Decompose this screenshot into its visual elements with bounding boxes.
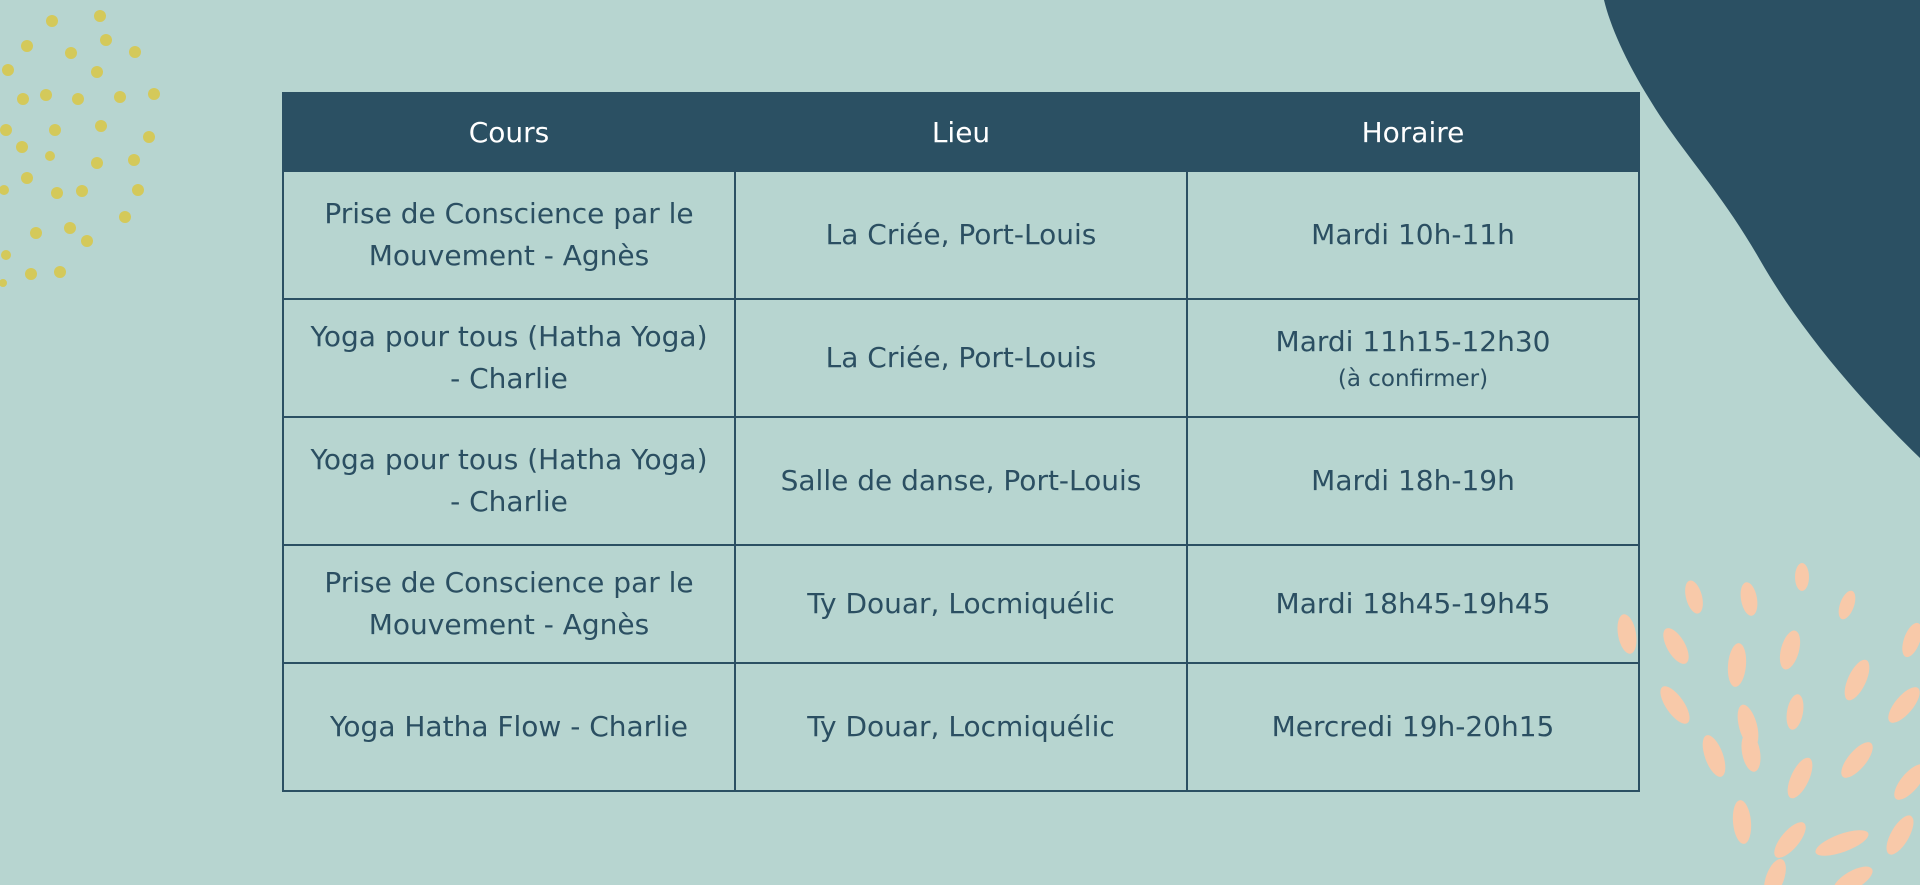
cell-lieu: La Criée, Port-Louis bbox=[735, 299, 1187, 417]
cell-lieu: Ty Douar, Locmiquélic bbox=[735, 545, 1187, 663]
column-header-lieu: Lieu bbox=[735, 93, 1187, 171]
cell-horaire bbox=[1187, 299, 1639, 417]
cell-lieu: La Criée, Port-Louis bbox=[735, 171, 1187, 299]
cell-lieu: Ty Douar, Locmiquélic bbox=[735, 663, 1187, 791]
cell-horaire: Mardi 18h-19h bbox=[1187, 417, 1639, 545]
column-header-horaire: Horaire bbox=[1187, 93, 1639, 171]
schedule-table bbox=[282, 92, 1640, 792]
cell-cours: Yoga pour tous (Hatha Yoga) - Charlie bbox=[283, 299, 735, 417]
stroke-cluster bbox=[1615, 563, 1920, 885]
table-row bbox=[283, 663, 1639, 791]
cell-horaire: Mardi 18h45-19h45 bbox=[1187, 545, 1639, 663]
dot-cluster bbox=[0, 10, 160, 287]
cell-horaire: Mercredi 19h-20h15 bbox=[1187, 663, 1639, 791]
cell-cours: Prise de Conscience par le Mouvement - Agnès bbox=[283, 545, 735, 663]
cell-cours: Prise de Conscience par le Mouvement - Agnès bbox=[283, 171, 735, 299]
column-header-cours: Cours bbox=[283, 93, 735, 171]
horaire-time: Mardi 11h15-12h30 bbox=[1275, 325, 1551, 358]
table-header-row bbox=[283, 93, 1639, 171]
table-row bbox=[283, 299, 1639, 417]
table-row bbox=[283, 171, 1639, 299]
table-row bbox=[283, 545, 1639, 663]
dark-blob-shape bbox=[1604, 0, 1920, 458]
table-row bbox=[283, 417, 1639, 545]
horaire-note: (à confirmer) bbox=[1337, 366, 1489, 392]
cell-cours: Yoga Hatha Flow - Charlie bbox=[283, 663, 735, 791]
cell-horaire: Mardi 10h-11h bbox=[1187, 171, 1639, 299]
cell-lieu: Salle de danse, Port-Louis bbox=[735, 417, 1187, 545]
cell-cours: Yoga pour tous (Hatha Yoga) - Charlie bbox=[283, 417, 735, 545]
